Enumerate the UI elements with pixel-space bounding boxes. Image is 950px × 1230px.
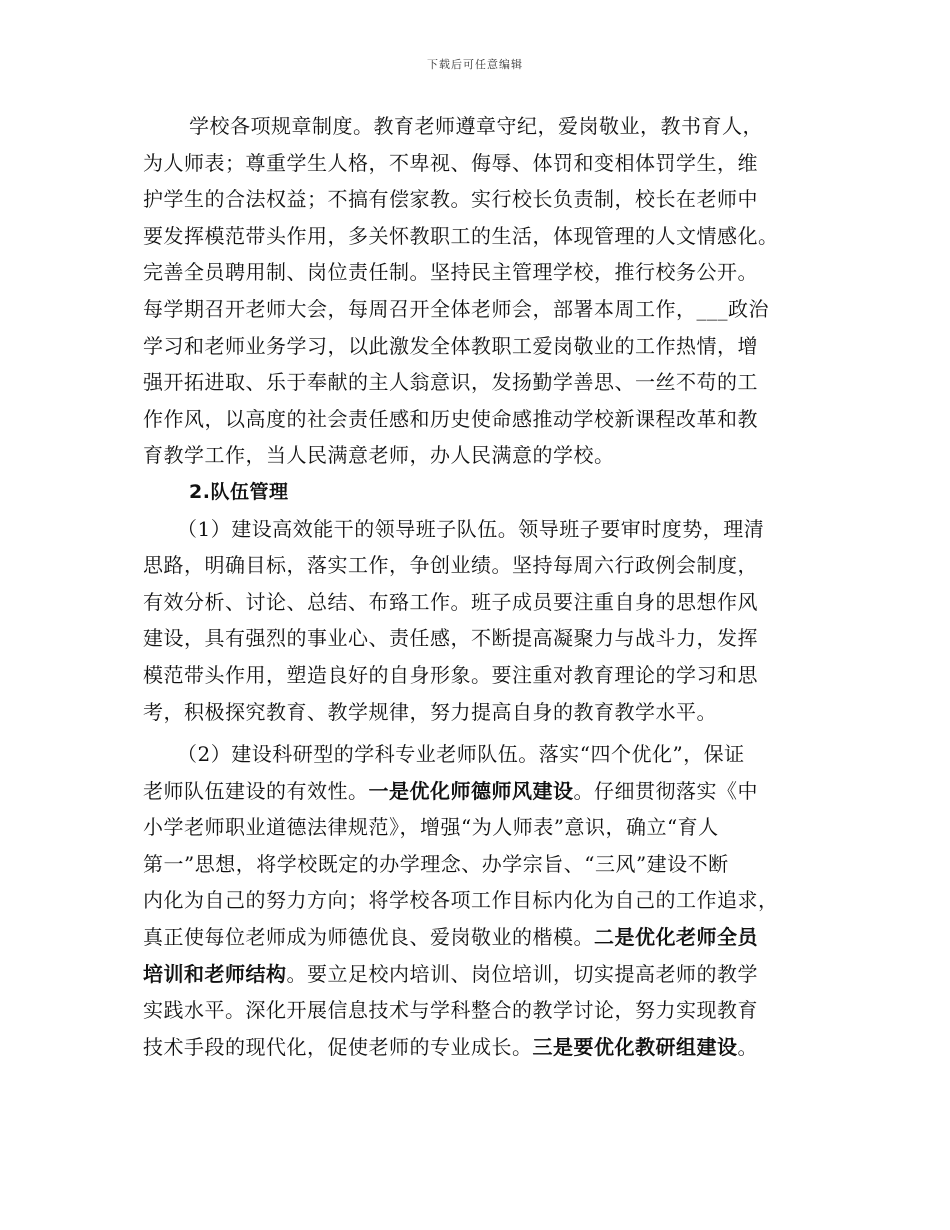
- text-line: [143, 956, 815, 993]
- text-line: 为人师表；尊重学生人格，不卑视、侮辱、体罚和变相体罚学生，维: [143, 150, 758, 175]
- text-run: 老师队伍建设的有效性。: [143, 778, 369, 803]
- text-line: [143, 919, 815, 956]
- section-heading: 2.队伍管理: [189, 480, 289, 503]
- text-run: 。仔细贯彻落实《中: [573, 778, 758, 803]
- bold-emphasis: 培训和老师结构: [143, 961, 287, 986]
- text-line: 模范带头作用，塑造良好的自身形象。要注重对教育理论的学习和思: [143, 662, 758, 687]
- text-line: [143, 773, 815, 810]
- text-line: 学校各项规章制度。教育老师遵章守纪，爱岗敬业，教书育人，: [189, 114, 763, 138]
- text-run: 技术手段的现代化，促使老师的专业成长。: [143, 1034, 533, 1059]
- text-line: （1）建设高效能干的领导班子队伍。领导班子要审时度势，理清: [177, 516, 765, 541]
- text-line: （2）建设科研型的学科专业老师队伍。落实“四个优化”，保证: [177, 742, 745, 767]
- text-line: 考，积极探究教育、教学规律，努力提高自身的教育教学水平。: [143, 699, 717, 724]
- paragraph-leadership-team: [143, 511, 815, 731]
- text-line: 思路，明确目标，落实工作，争创业绩。坚持每周六行政例会制度，: [143, 553, 758, 578]
- paragraph-teacher-team: [143, 736, 815, 1065]
- text-line: 作作风，以高度的社会责任感和历史使命感推动学校新课程改革和教: [143, 406, 758, 431]
- text-line: 实践水平。深化开展信息技术与学科整合的教学讨论，努力实现教育: [143, 998, 758, 1023]
- bold-emphasis: 三是要优化教研组建设: [532, 1034, 738, 1059]
- text-line: 有效分析、讨论、总结、布臵工作。班子成员要注重自身的思想作风: [143, 589, 758, 614]
- text-run: 。: [737, 1034, 758, 1059]
- document-body: [143, 108, 815, 1065]
- text-line: 小学老师职业道德法律规范》，增强“为人师表”意识，确立“育人: [143, 815, 719, 840]
- text-line: 育教学工作，当人民满意老师，办人民满意的学校。: [143, 443, 615, 468]
- text-run: 。要立足校内培训、岗位培训，切实提高老师的教学: [286, 961, 758, 986]
- text-line: 护学生的合法权益；不搞有偿家教。实行校长负责制，校长在老师中: [143, 187, 758, 212]
- bold-emphasis: 二是优化老师全员: [594, 925, 758, 950]
- text-line: [143, 1029, 815, 1066]
- text-line: 每学期召开老师大会，每周召开全体老师会，部署本周工作，___政治: [143, 296, 769, 321]
- text-line: 建设，具有强烈的事业心、责任感，不断提高凝聚力与战斗力，发挥: [143, 626, 758, 651]
- text-line: 完善全员聘用制、岗位责任制。坚持民主管理学校，推行校务公开。: [143, 260, 758, 285]
- paragraph-school-rules: [143, 108, 815, 474]
- text-line: 强开拓进取、乐于奉献的主人翁意识，发扬勤学善思、一丝不苟的工: [143, 370, 758, 395]
- text-line: 学习和老师业务学习，以此激发全体教职工爱岗敬业的工作热情，增: [143, 333, 758, 358]
- text-run: 真正使每位老师成为师德优良、爱岗敬业的楷模。: [143, 925, 594, 950]
- bold-emphasis: 一是优化师德师风建设: [368, 778, 574, 803]
- page-header-note: 下载后可任意编辑: [427, 58, 523, 71]
- text-line: 内化为自己的努力方向；将学校各项工作目标内化为自己的工作追求，: [143, 888, 779, 913]
- text-line: 第一”思想，将学校既定的办学理念、办学宗旨、“三风”建设不断: [143, 851, 729, 876]
- text-line: 要发挥模范带头作用，多关怀教职工的生活，体现管理的人文情感化。: [143, 223, 779, 248]
